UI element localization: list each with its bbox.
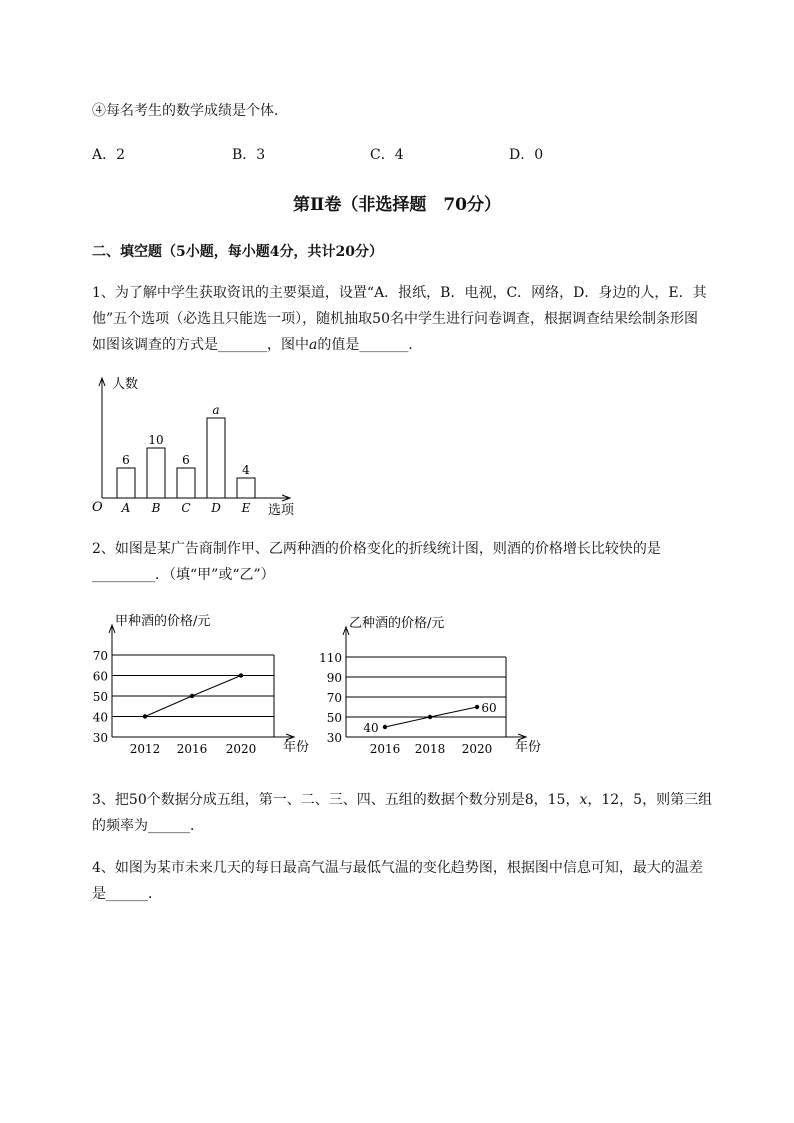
- option-d: D．0: [509, 147, 544, 163]
- y-axis-label: 人数: [112, 377, 139, 392]
- bar-value-label: 10: [148, 433, 164, 447]
- x-tick-label: 2016: [369, 742, 401, 756]
- y-tick-label: 110: [319, 651, 342, 665]
- point-value-label: 40: [363, 721, 379, 735]
- point-value-label: 60: [481, 701, 497, 715]
- q2-line1: 2、如图是某广告商制作甲、乙两种酒的价格变化的折线统计图，则酒的价格增长比较快的是: [92, 541, 661, 557]
- data-point: [143, 714, 147, 718]
- q1-line3: [92, 332, 752, 358]
- q1-line3-b: 的值是_______．: [317, 337, 423, 353]
- x-tick-label: 2016: [176, 742, 208, 756]
- q2-line2: _________．（填“甲”或“乙”）: [92, 567, 275, 583]
- x-tick-label: A: [121, 501, 131, 515]
- part2-title: 第Ⅱ卷（非选择题 70分）: [293, 195, 501, 215]
- q1-variable-a: a: [309, 337, 318, 353]
- q4-line2: 是______．: [92, 886, 162, 902]
- option-c: C．4: [370, 147, 404, 163]
- question-1: [92, 280, 752, 358]
- option-b: B．3: [232, 147, 266, 163]
- x-tick-label: D: [211, 501, 221, 515]
- q4-line1: 4、如图为某市未来几天的每日最高气温与最低气温的变化趋势图，根据图中信息可知，最大的温差: [92, 860, 703, 876]
- question-2: [92, 536, 752, 588]
- bar-value-label: 4: [242, 463, 250, 477]
- y-tick-label: 30: [92, 731, 108, 745]
- data-point: [475, 705, 479, 709]
- y-tick-label: 90: [326, 671, 342, 685]
- statement-4: ④每名考生的数学成绩是个体．: [92, 103, 288, 119]
- chart-title: 乙种酒的价格/元: [349, 616, 445, 631]
- y-tick-label: 40: [92, 710, 108, 725]
- y-tick-label: 60: [92, 669, 108, 684]
- question-4: [92, 855, 752, 907]
- x-tick-label: C: [181, 501, 191, 515]
- question-3: [92, 787, 752, 839]
- x-axis-label: 选项: [268, 503, 295, 518]
- y-tick-label: 50: [326, 711, 342, 725]
- bar-C: [177, 468, 195, 498]
- q1-line1: 1、为了解中学生获取资讯的主要渠道，设置“A．报纸，B．电视，C．网络，D．身边的人，E．其: [92, 285, 707, 301]
- x-tick-label: B: [151, 501, 161, 515]
- bar-chart: [88, 374, 308, 522]
- x-tick-label: 2020: [225, 742, 257, 756]
- q3-line1-b: ，12，5，则第三组: [587, 792, 713, 808]
- data-point: [428, 715, 432, 719]
- y-tick-label: 50: [92, 690, 108, 704]
- chart-title: 甲种酒的价格/元: [115, 614, 211, 629]
- data-point: [383, 725, 387, 729]
- x-axis-label: 年份: [283, 740, 310, 755]
- bar-A: [117, 468, 135, 498]
- y-tick-label: 30: [326, 731, 342, 745]
- x-tick-label: 2012: [129, 742, 161, 756]
- x-tick-label: E: [241, 501, 251, 515]
- bar-D: [207, 418, 225, 498]
- option-a: A．2: [92, 147, 126, 163]
- line-chart-jia: [86, 606, 316, 764]
- origin-label: O: [92, 500, 103, 515]
- y-tick-label: 70: [92, 649, 108, 663]
- bar-E: [237, 478, 255, 498]
- x-axis-label: 年份: [515, 740, 542, 755]
- q3-line1-a: 3、把50个数据分成五组，第一、二、三、四、五组的数据个数分别是8，15，: [92, 792, 580, 808]
- q3-line1: [92, 787, 752, 813]
- bar-value-label: 6: [182, 453, 190, 467]
- section-heading: 二、填空题（5小题，每小题4分，共计20分）: [92, 244, 383, 260]
- data-point: [239, 673, 243, 677]
- bar-value-label: 6: [122, 453, 130, 467]
- line-chart-yi: [316, 606, 566, 764]
- q3-line2: 的频率为______．: [92, 818, 204, 834]
- bar-value-label: a: [212, 403, 220, 417]
- q1-line3-a: 如图该调查的方式是_______，图中: [92, 337, 309, 353]
- x-tick-label: 2018: [414, 742, 446, 756]
- bar-B: [147, 448, 165, 498]
- q3-variable-x: x: [579, 792, 588, 808]
- x-tick-label: 2020: [461, 742, 493, 756]
- q1-line2: 他”五个选项（必选且只能选一项），随机抽取50名中学生进行问卷调查，根据调查结果绘制条形图: [92, 311, 698, 327]
- data-point: [190, 694, 194, 698]
- y-tick-label: 70: [326, 691, 342, 705]
